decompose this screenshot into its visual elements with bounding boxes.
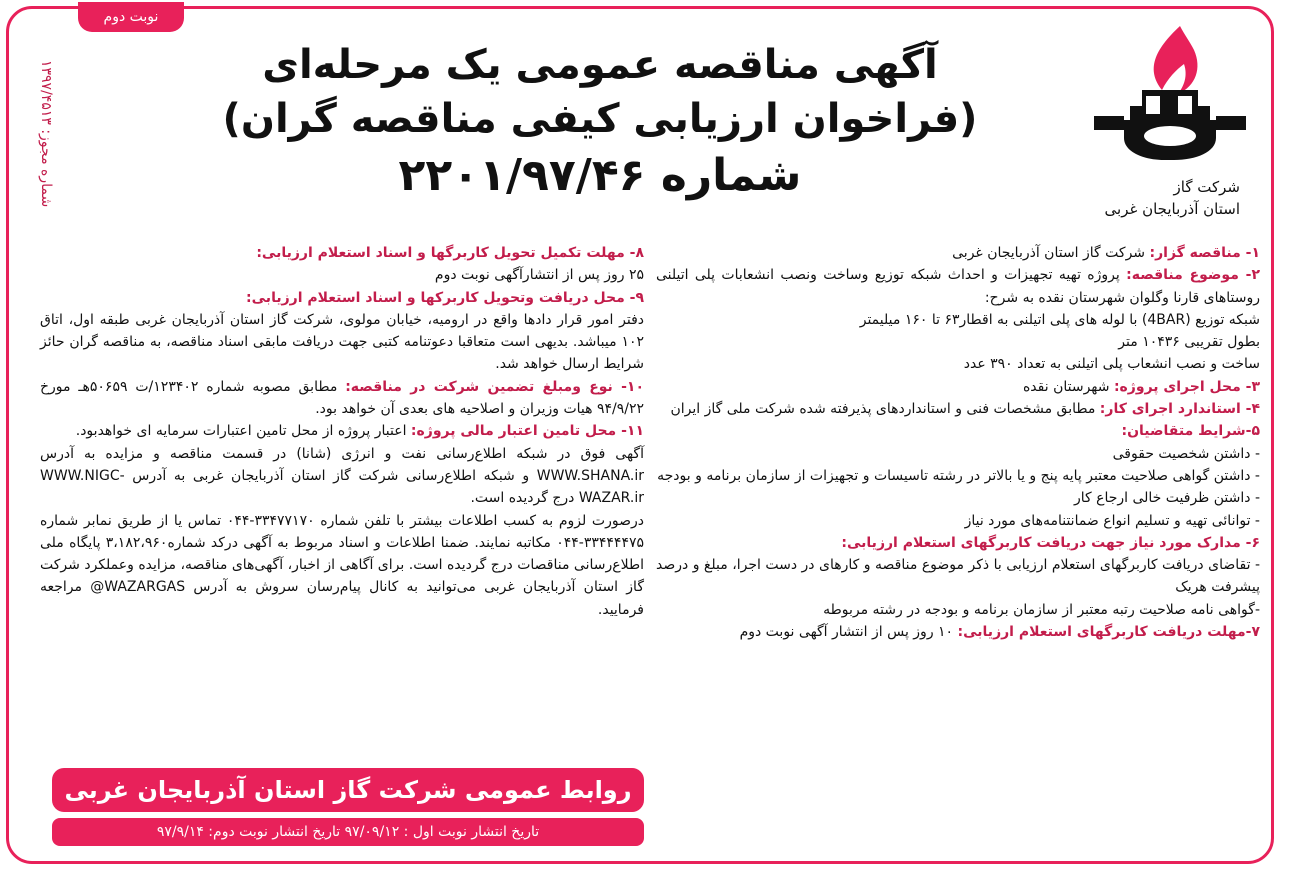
left-paragraph — [40, 242, 644, 264]
ad-title — [180, 38, 1020, 206]
right-text: شرکت گاز استان آذربایجان غربی — [952, 245, 1150, 261]
right-label: ۷-مهلت دریافت کاربرگهای استعلام ارزیابی: — [957, 624, 1260, 641]
left-paragraph — [40, 376, 644, 421]
right-paragraph — [656, 510, 1260, 532]
company-line1: شرکت گاز — [1173, 178, 1240, 196]
right-text: ساخت و نصب انشعاب پلی اتیلنی به تعداد ۳۹۰ عدد — [963, 356, 1260, 373]
left-label: ۱۰- نوع ومبلغ تضمین شرکت در مناقصه: — [345, 378, 644, 395]
left-label: ۱۱- محل تامین اعتبار مالی پروژه: — [410, 423, 644, 440]
publication-dates: تاریخ انتشار نوبت اول : ۹۷/۰۹/۱۲ تاریخ انتشار نوبت دوم: ۹۷/۹/۱۴ — [52, 818, 644, 846]
right-text: شبکه توزیع (4BAR) با لوله های پلی اتیلنی به اقطار۶۳ تا ۱۶۰ میلیمتر — [859, 311, 1260, 328]
right-paragraph — [656, 532, 1260, 554]
permit-number: شماره مجوز: ۱۳۹۷/۴۵۱۳ — [38, 60, 54, 208]
right-paragraph — [656, 420, 1260, 442]
left-text: درصورت لزوم به کسب اطلاعات بیشتر با تلفن شماره ۳۳۴۷۷۱۷۰-۰۴۴ تماس یا از طریق نمابر شماره ۳۳۴۴۴۴۷۵-۰۴۴ مکاتبه نمایند. ضمنا اطلاعات و اسناد مربوط به آگهی درکد شماره۳،۱۸۲،۹۶۰ پایگاه ملی اطلاع‌رسانی مناقصات درج گردیده است. برای آگاهی از اخبار، آگهی‌های مناقصه، مزایده وعملکرد شرکت گاز استان آذربایجان غربی می‌توانید به کانال پیام‌رسان سروش به آدرس WAZARGAS@ مراجعه فرمایید. — [40, 512, 644, 618]
right-paragraph — [656, 242, 1260, 264]
left-text: دفتر امور قرار دادها واقع در ارومیه، خیابان مولوی، شرکت گاز استان آذربایجان غربی طبقه اول، اتاق ۱۰۲ میباشد. بدیهی است متعاقبا دعوتنامه کتبی جهت دریافت مابقی اسناد مناقصه، به مناقصه گران حائز شرایط ارسال خواهد شد. — [40, 311, 644, 373]
right-text: مطابق مشخصات فنی و استانداردهای پذیرفته شده شرکت ملی گاز ایران — [670, 401, 1100, 418]
edition-tab: نوبت دوم — [78, 2, 184, 32]
right-text: - داشتن ظرفیت خالی ارجاع کار — [1073, 490, 1260, 507]
left-paragraph — [40, 420, 644, 442]
right-text: ۱۰ روز پس از انتشار آگهی نوبت دوم — [739, 624, 958, 641]
gas-company-logo-icon — [1084, 20, 1254, 170]
right-label: ۲- موضوع مناقصه: — [1126, 267, 1260, 284]
title-line1: آگهی مناقصه عمومی یک مرحله‌ای — [262, 42, 938, 88]
right-text: - داشتن گواهی صلاحیت معتبر پایه پنج و یا بالاتر در رشته تاسیسات و تجهیزات از سازمان برنامه و بودجه — [657, 467, 1260, 484]
right-paragraph — [656, 353, 1260, 375]
left-paragraph — [40, 287, 644, 309]
right-text: - داشتن شخصیت حقوقی — [1112, 445, 1260, 462]
right-label: ۳- محل اجرای پروژه: — [1113, 378, 1260, 395]
title-line2: (فراخوان ارزیابی کیفی مناقصه گران) — [222, 96, 978, 142]
right-label: ۵-شرایط متقاضیان: — [1121, 423, 1260, 440]
right-paragraph — [656, 376, 1260, 398]
right-paragraph — [656, 309, 1260, 331]
right-paragraph — [656, 599, 1260, 621]
left-column — [40, 242, 644, 621]
left-paragraph — [40, 443, 644, 510]
right-label: ۱- مناقصه گزار: — [1149, 245, 1260, 261]
right-paragraph — [656, 487, 1260, 509]
right-text: -گواهی نامه صلاحیت رتبه معتبر از سازمان برنامه و بودجه در رشته مربوطه — [823, 601, 1260, 618]
right-paragraph — [656, 621, 1260, 643]
right-paragraph — [656, 398, 1260, 420]
left-text: مطابق مصوبه شماره ۱۲۳۴۰۲/ت ۵۰۶۵۹هـ مورخ ۹۴/۹/۲۲ هیات وزیران و اصلاحیه های بعدی آن خواهد بود. — [40, 378, 644, 418]
right-paragraph — [656, 331, 1260, 353]
left-label: ۸- مهلت تکمیل تحویل کاربرگها و اسناد استعلام ارزیابی: — [256, 245, 644, 261]
left-paragraph — [40, 264, 644, 286]
right-text: - توانائی تهیه و تسلیم انواع ضمانتنامه‌های مورد نیاز — [964, 512, 1260, 529]
right-paragraph — [656, 443, 1260, 465]
left-text: اعتبار پروژه از محل تامین اعتبارات سرمایه ای خواهدبود. — [75, 423, 411, 440]
right-text: پروژه تهیه تجهیزات و احداث شبکه توزیع وساخت ونصب انشعابات پلی اتیلنی روستاهای قارنا وگلوان شهرستان نقده به شرح: — [656, 267, 1260, 306]
tender-number: شماره ۲۲۰۱/۹۷/۴۶ — [398, 150, 802, 201]
right-text: بطول تقریبی ۱۰۴۳۶ متر — [1118, 334, 1260, 351]
right-text: - تقاضای دریافت کاربرگهای استعلام ارزیابی با ذکر موضوع مناقصه و کارهای در دست اجرا، مبلغ و درصد پیشرفت هریک — [656, 557, 1260, 596]
public-relations-banner: روابط عمومی شرکت گاز استان آذربایجان غربی — [52, 768, 644, 812]
right-label: ۶- مدارک مورد نیاز جهت دریافت کاربرگهای استعلام ارزیابی: — [841, 534, 1260, 551]
right-column — [656, 242, 1260, 643]
left-text: آگهی فوق در شبکه اطلاع‌رسانی نفت و انرژی (شانا) در قسمت مناقصه و مزایده به آدرس WWW.SHANA.ir و شبکه اطلاع‌رسانی شرکت گاز استان آذربایجان غربی به آدرس WWW.NIGC-WAZAR.ir درج گردیده است. — [40, 445, 644, 507]
company-name — [1060, 176, 1240, 220]
right-paragraph — [656, 554, 1260, 599]
left-text: ۲۵ روز پس از انتشارآگهی نوبت دوم — [434, 267, 644, 284]
company-line2: استان آذربایجان غربی — [1104, 200, 1240, 218]
left-paragraph — [40, 309, 644, 376]
right-paragraph — [656, 264, 1260, 309]
right-paragraph — [656, 465, 1260, 487]
right-label: ۴- استاندارد اجرای کار: — [1099, 401, 1260, 418]
left-paragraph — [40, 510, 644, 621]
right-text: شهرستان نقده — [1022, 378, 1114, 395]
left-label: ۹- محل دریافت وتحویل کاربرکها و اسناد استعلام ارزیابی: — [246, 289, 644, 306]
